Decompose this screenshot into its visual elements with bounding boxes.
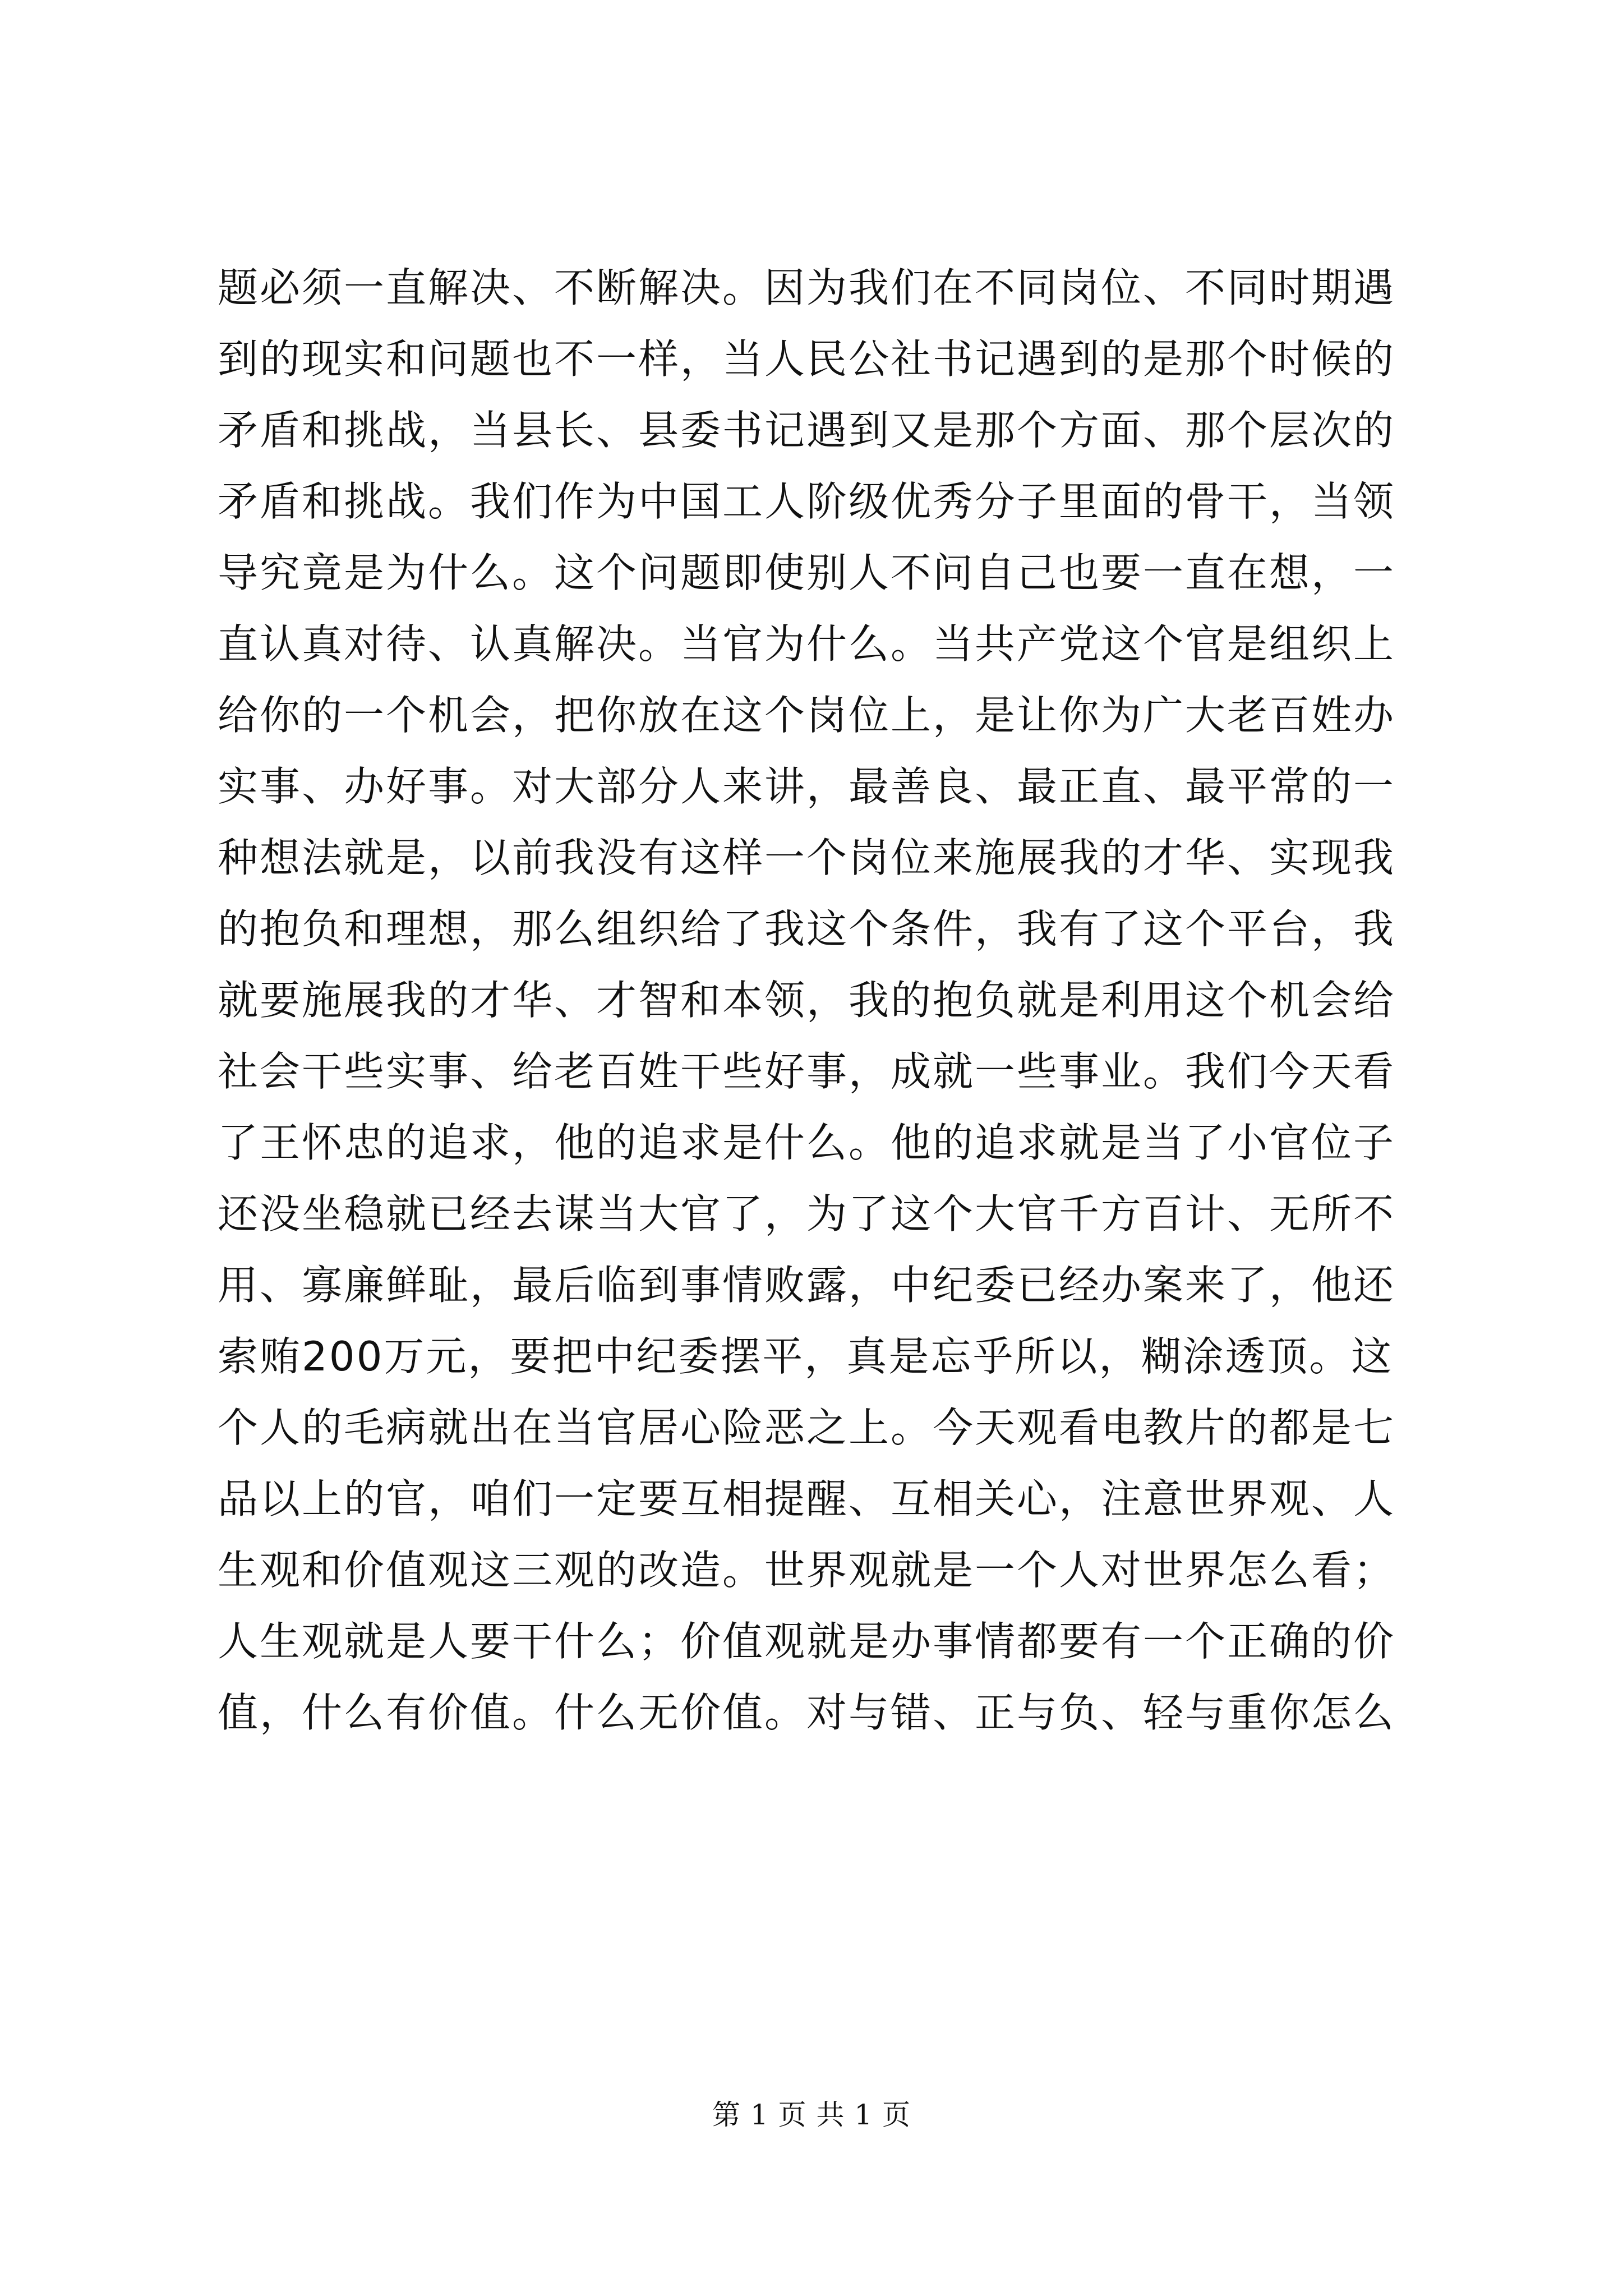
text-line: 题必须一直解决、不断解决。因为我们在不同岗位、不同时期遇	[218, 264, 1396, 311]
text-line: 种想法就是，以前我没有这样一个岗位来施展我的才华、实现我	[218, 834, 1396, 881]
text-line: 给你的一个机会，把你放在这个岗位上，是让你为广大老百姓办	[218, 692, 1396, 739]
text-line: 社会干些实事、给老百姓干些好事，成就一些事业。我们今天看	[218, 1048, 1396, 1095]
text-line: 用、寡廉鲜耻，最后临到事情败露，中纪委已经办案来了，他还	[218, 1262, 1396, 1309]
text-line: 人生观就是人要干什么；价值观就是办事情都要有一个正确的价	[218, 1618, 1396, 1665]
text-line: 矛盾和挑战，当县长、县委书记遇到又是那个方面、那个层次的	[218, 407, 1396, 454]
text-line: 矛盾和挑战。我们作为中国工人阶级优秀分子里面的骨干，当领	[218, 478, 1396, 525]
text-line: 就要施展我的才华、才智和本领，我的抱负就是利用这个机会给	[218, 977, 1396, 1024]
text-line: 直认真对待、认真解决。当官为什么。当共产党这个官是组织上	[218, 620, 1396, 668]
text-line: 到的现实和问题也不一样，当人民公社书记遇到的是那个时候的	[218, 335, 1396, 383]
text-line: 个人的毛病就出在当官居心险恶之上。今天观看电教片的都是七	[218, 1404, 1396, 1451]
body-text	[218, 252, 1429, 1749]
text-line: 值，什么有价值。什么无价值。对与错、正与负、轻与重你怎么	[218, 1689, 1396, 1736]
page-footer: 第 1 页 共 1 页	[712, 2099, 911, 2131]
text-line: 实事、办好事。对大部分人来讲，最善良、最正直、最平常的一	[218, 763, 1396, 810]
text-line: 索贿200万元，要把中纪委摆平，真是忘乎所以，糊涂透顶。这	[218, 1333, 1394, 1380]
text-line: 导究竟是为什么。这个问题即使别人不问自己也要一直在想，一	[218, 549, 1396, 596]
text-line: 品以上的官，咱们一定要互相提醒、互相关心，注意世界观、人	[218, 1475, 1396, 1522]
text-line: 了王怀忠的追求，他的追求是什么。他的追求就是当了小官位子	[218, 1119, 1396, 1166]
text-line: 生观和价值观这三观的改造。世界观就是一个人对世界怎么看；	[218, 1547, 1396, 1594]
text-line: 还没坐稳就已经去谋当大官了，为了这个大官千方百计、无所不	[218, 1190, 1396, 1237]
text-line: 的抱负和理想，那么组织给了我这个条件，我有了这个平台，我	[218, 905, 1396, 953]
